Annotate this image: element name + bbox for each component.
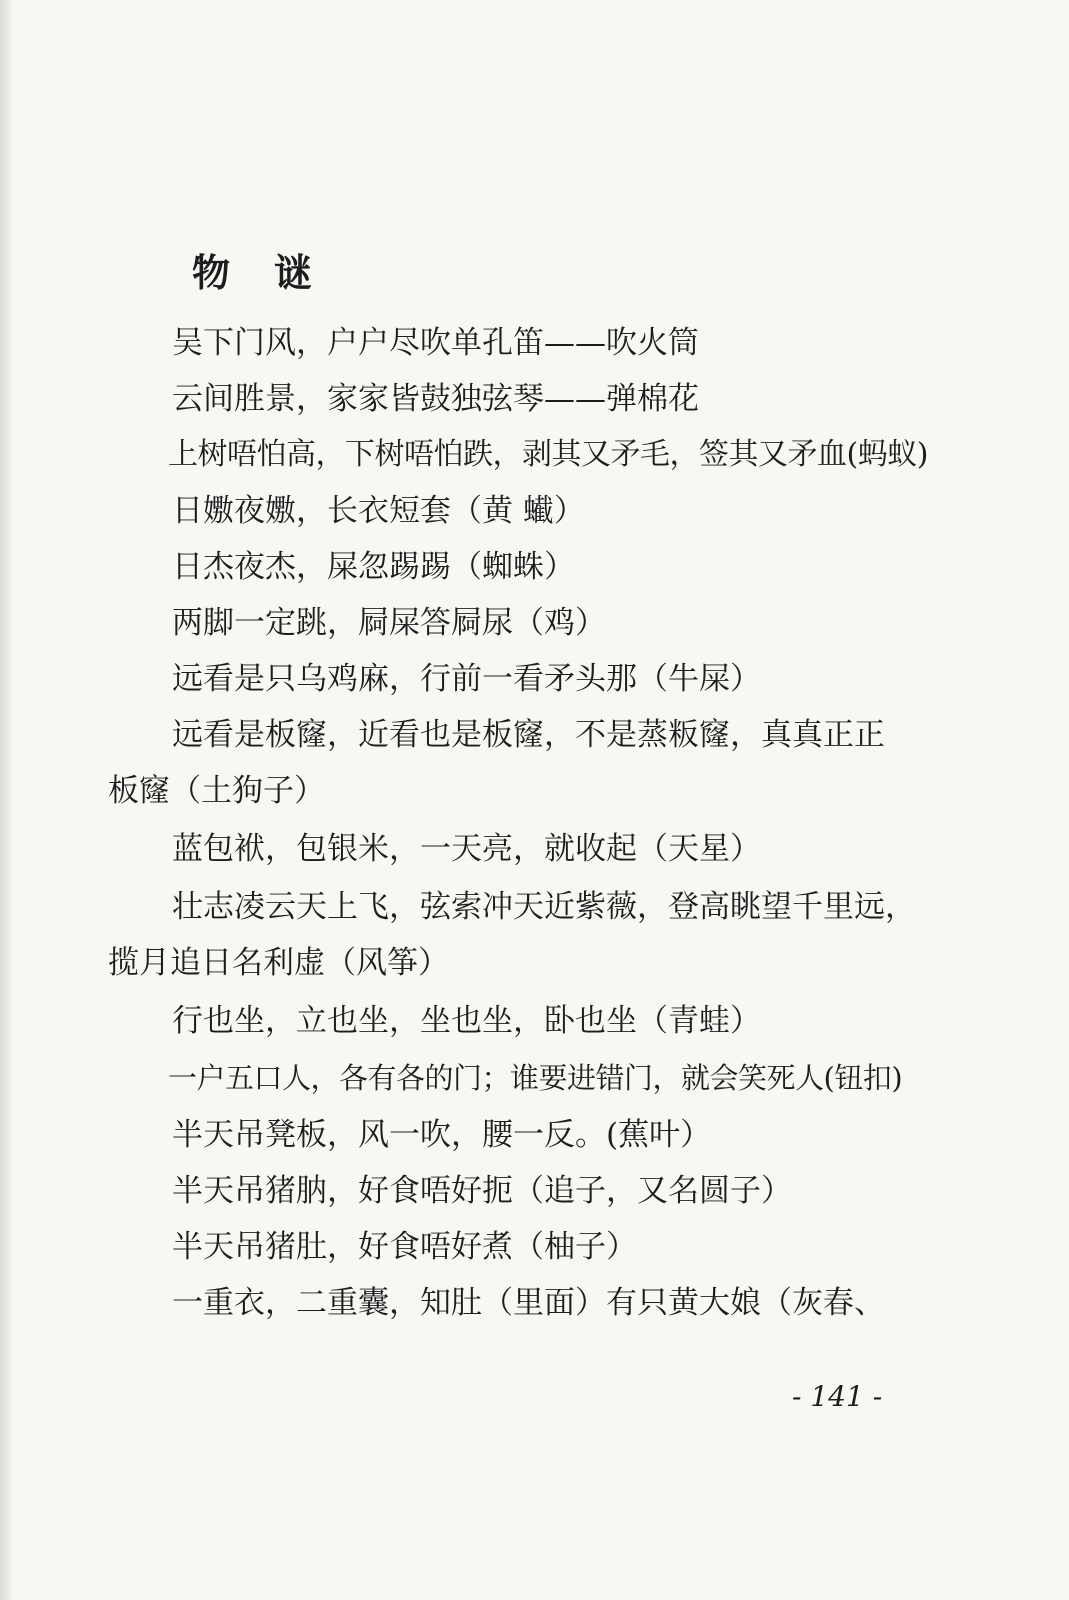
text-line: 半天吊凳板，风一吹，腰一反。(蕉叶） <box>172 1117 712 1153</box>
section-title: 物谜 <box>192 250 357 295</box>
text-line: 半天吊猪肚，好食唔好煮（柚子） <box>172 1229 637 1265</box>
text-line: 板窿（土狗子） <box>108 773 325 809</box>
text-line: 云间胜景，家家皆鼓独弦琴——弹棉花 <box>172 381 699 417</box>
text-line: 上树唔怕高，下树唔怕跌，剥其又矛毛，签其又矛血(蚂蚁) <box>168 437 928 472</box>
text-line: 日杰夜杰，屎忽踢踢（蜘蛛） <box>172 549 575 585</box>
text-line: 两脚一定跳，屙屎答屙尿（鸡） <box>172 605 606 641</box>
text-line: 一户五口人，各有各的门；谁要进错门，就会笑死人(钮扣) <box>168 1061 903 1095</box>
text-line: 吴下门风，户户尽吹单孔笛——吹火筒 <box>172 325 699 361</box>
text-line: 壮志凌云天上飞，弦索冲天近紫薇，登高眺望千里远， <box>172 889 916 925</box>
text-line: 一重衣，二重囊，知肚（里面）有只黄大娘（灰春、 <box>172 1285 885 1321</box>
text-line: 日嫐夜嫐，长衣短套（黄 蠘） <box>172 493 585 529</box>
text-line: 揽月追日名利虚（风筝） <box>108 945 449 981</box>
page-number: - 141 - <box>792 1380 883 1413</box>
text-line: 半天吊猪肭，好食唔好扼（追子，又名圆子） <box>172 1173 792 1209</box>
text-line: 远看是只乌鸡麻，行前一看矛头那（牛屎） <box>172 661 761 697</box>
text-line: 远看是板窿，近看也是板窿，不是蒸粄窿，真真正正 <box>172 717 885 753</box>
text-line: 蓝包袱，包银米，一天亮，就收起（天星） <box>172 831 761 867</box>
scan-edge-shadow <box>0 0 14 1600</box>
text-line: 行也坐，立也坐，坐也坐，卧也坐（青蛙） <box>172 1003 761 1039</box>
